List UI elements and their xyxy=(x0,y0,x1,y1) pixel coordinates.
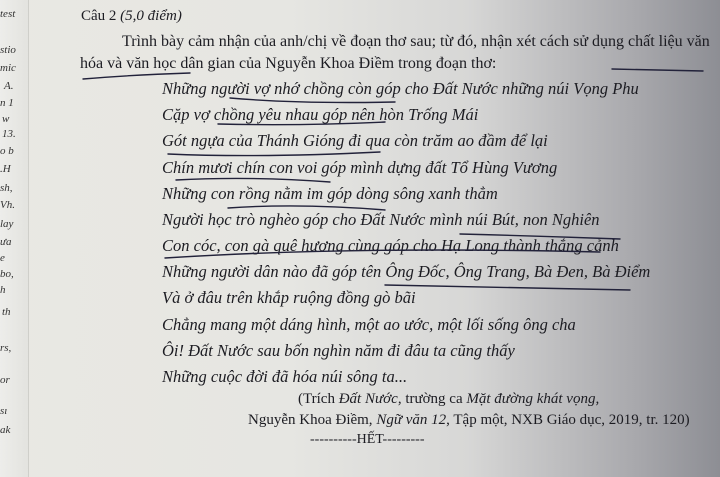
margin-text: or xyxy=(0,374,10,386)
citation-work: Đất Nước xyxy=(338,391,398,407)
poem-line: Chẳng mang một dáng hình, một ao ước, một lối sống ông cha xyxy=(162,315,576,334)
margin-text: stio xyxy=(0,44,16,56)
margin-text: th xyxy=(2,306,11,318)
citation-book: Ngữ văn 12 xyxy=(376,412,447,428)
poem-line: Ôi! Đất Nước sau bốn nghìn năm đi đâu ta cũng thấy xyxy=(162,341,515,360)
underline-mark xyxy=(176,178,330,182)
margin-text: 13. xyxy=(2,128,16,140)
citation-line2 xyxy=(248,412,690,429)
margin-text: w xyxy=(2,113,10,125)
margin-text: Vh. xyxy=(0,199,15,211)
question-points: (5,0 điểm) xyxy=(120,8,182,24)
citation-author: Nguyễn Khoa Điềm, xyxy=(248,412,377,428)
margin-text: ak xyxy=(0,424,11,436)
margin-text: n 1 xyxy=(0,97,14,109)
question-prompt-line2: hóa và văn học dân gian của Nguyễn Khoa Điềm trong đoạn thơ: xyxy=(80,55,497,72)
citation-collection: Mặt đường khát vọng, xyxy=(466,391,600,407)
poem-line: Cặp vợ chồng yêu nhau góp nên hòn Trống Mái xyxy=(162,105,479,124)
margin-text: rs, xyxy=(0,342,12,354)
underline-mark xyxy=(612,69,703,71)
margin-text: test xyxy=(0,8,16,20)
poem-line: Những cuộc đời đã hóa núi sông ta... xyxy=(162,367,408,386)
underline-mark xyxy=(168,152,380,156)
margin-text: e xyxy=(0,252,5,264)
poem-line: Những người dân nào đã góp tên Ông Đốc, Ông Trang, Bà Đen, Bà Điểm xyxy=(162,262,651,281)
margin-text: o b xyxy=(0,145,14,157)
poem-line: Những con rồng nằm im góp dòng sông xanh thẳm xyxy=(162,184,498,203)
margin-text: .H xyxy=(0,163,11,175)
margin-text: bo, xyxy=(0,268,14,280)
citation-line1 xyxy=(298,391,599,408)
poem-line: Con cóc, con gà quê hương cùng góp cho Hạ Long thành thắng cảnh xyxy=(162,236,619,255)
margin-text: mic xyxy=(0,62,16,74)
question-heading xyxy=(81,8,182,25)
poem-line: Gót ngựa của Thánh Gióng đi qua còn trăm ao đầm để lại xyxy=(162,131,548,150)
margin-text: sı xyxy=(0,405,8,417)
margin-text: sh, xyxy=(0,182,13,194)
margin-text: A. xyxy=(4,80,14,92)
margin-text: h xyxy=(0,284,6,296)
question-label: Câu 2 xyxy=(81,8,117,24)
poem-line: Những người vợ nhớ chồng còn góp cho Đất Nước những núi Vọng Phu xyxy=(162,79,639,98)
citation-text: , trường ca xyxy=(397,391,467,407)
poem-line: Chín mươi chín con voi góp mình dựng đất Tổ Hùng Vương xyxy=(162,158,558,177)
citation-text: , Tập một, NXB Giáo dục, 2019, tr. 120) xyxy=(446,412,690,428)
margin-text: lay xyxy=(0,218,14,230)
question-prompt-line1: Trình bày cảm nhận của anh/chị về đoạn thơ sau; từ đó, nhận xét cách sử dụng chất liệu văn xyxy=(122,33,710,50)
citation-text: (Trích xyxy=(298,391,339,407)
margin-text: ưa xyxy=(0,236,12,248)
underline-mark xyxy=(385,285,630,290)
end-mark: ----------HẾT--------- xyxy=(310,432,425,447)
poem-line: Và ở đâu trên khắp ruộng đồng gò bãi xyxy=(162,288,416,307)
poem-line: Người học trò nghèo góp cho Đất Nước mình núi Bút, non Nghiên xyxy=(162,210,600,229)
